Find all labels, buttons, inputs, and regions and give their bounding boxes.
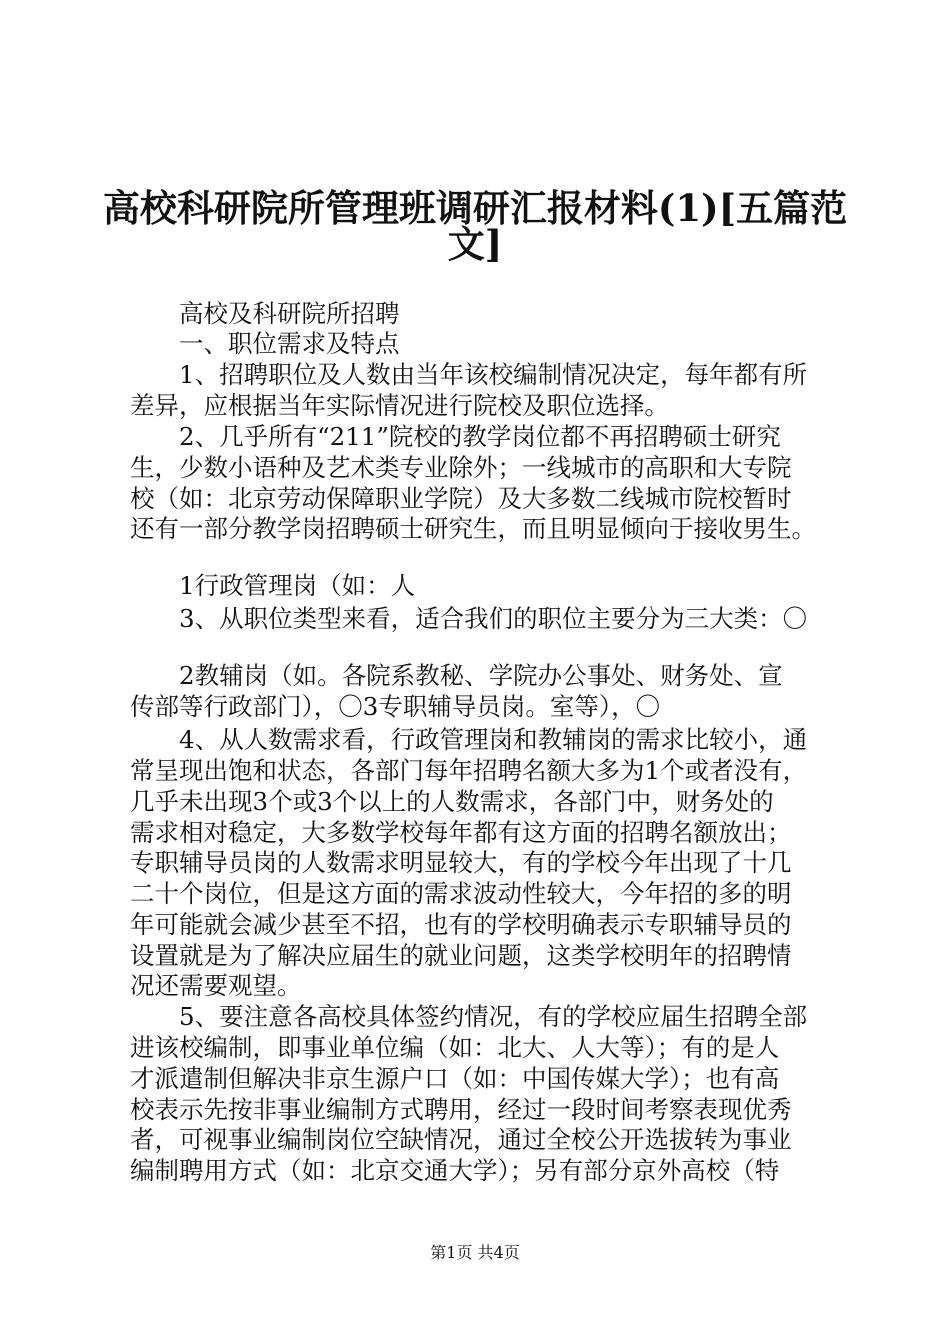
body-text-line: 1行政管理岗（如：人 — [130, 571, 416, 600]
body-text-line: 生，少数小语种及艺术类专业除外；一线城市的高职和大专院 — [130, 453, 792, 482]
body-text-line: 1、招聘职位及人数由当年该校编制情况决定，每年都有所 — [130, 360, 808, 389]
body-text-line: 校表示先按非事业编制方式聘用，经过一段时间考察表现优秀 — [130, 1095, 792, 1124]
body-text-line: 常呈现出饱和状态，各部门每年招聘名额大多为1个或者没有， — [130, 756, 808, 785]
body-text-line: 校（如：北京劳动保障职业学院）及大多数二线城市院校暂时 — [130, 484, 792, 513]
body-text-line: 4、从人数需求看，行政管理岗和教辅岗的需求比较小，通 — [130, 725, 808, 754]
body-text-line: 还有一部分教学岗招聘硕士研究生，而且明显倾向于接收男生。 — [130, 514, 816, 543]
body-text-line: 专职辅导员岗的人数需求明显较大，有的学校今年出现了十几 — [130, 848, 792, 877]
body-text-line: 5、要注意各高校具体签约情况，有的学校应届生招聘全部 — [130, 1002, 808, 1031]
body-text-line: 才派遣制但解决非京生源户口（如：中国传媒大学）；也有高 — [130, 1064, 780, 1093]
document-title: 高校科研院所管理班调研汇报材料(1)[五篇范 — [102, 186, 848, 230]
body-text-line: 2教辅岗（如。各院系教秘、学院办公事处、财务处、宣 — [130, 661, 783, 690]
body-text-line: 传部等行政部门），〇3专职辅导员岗。室等），〇 — [130, 692, 661, 721]
body-text-line: 需求相对稳定，大多数学校每年都有这方面的招聘名额放出； — [130, 818, 792, 847]
body-text-line: 一、职位需求及特点 — [130, 329, 400, 358]
body-text-line: 差异，应根据当年实际情况进行院校及职位选择。 — [130, 391, 669, 420]
body-text-line: 况还需要观望。 — [130, 971, 302, 1000]
page-number-footer: 第1页 共4页 — [430, 1243, 520, 1262]
body-text-line: 者，可视事业编制岗位空缺情况，通过全校公开选拔转为事业 — [130, 1125, 792, 1154]
body-text-line: 进该校编制，即事业单位编（如：北大、人大等）；有的是人 — [130, 1033, 780, 1062]
body-text-line: 高校及科研院所招聘 — [130, 299, 400, 328]
body-text-line: 年可能就会减少甚至不招，也有的学校明确表示专职辅导员的 — [130, 910, 792, 939]
body-text-line: 2、几乎所有“211”院校的教学岗位都不再招聘硕士研究 — [130, 422, 781, 451]
body-text-line: 二十个岗位，但是这方面的需求波动性较大，今年招的多的明 — [130, 879, 792, 908]
body-text-line: 设置就是为了解决应届生的就业问题，这类学校明年的招聘情 — [130, 941, 792, 970]
document-title-continued: 文] — [447, 222, 503, 266]
body-text-line: 3、从职位类型来看，适合我们的职位主要分为三大类：〇 — [130, 604, 808, 633]
body-text-line: 几乎未出现3个或3个以上的人数需求，各部门中，财务处的 — [130, 787, 774, 816]
body-text-line: 编制聘用方式（如：北京交通大学）；另有部分京外高校（特 — [130, 1156, 780, 1185]
